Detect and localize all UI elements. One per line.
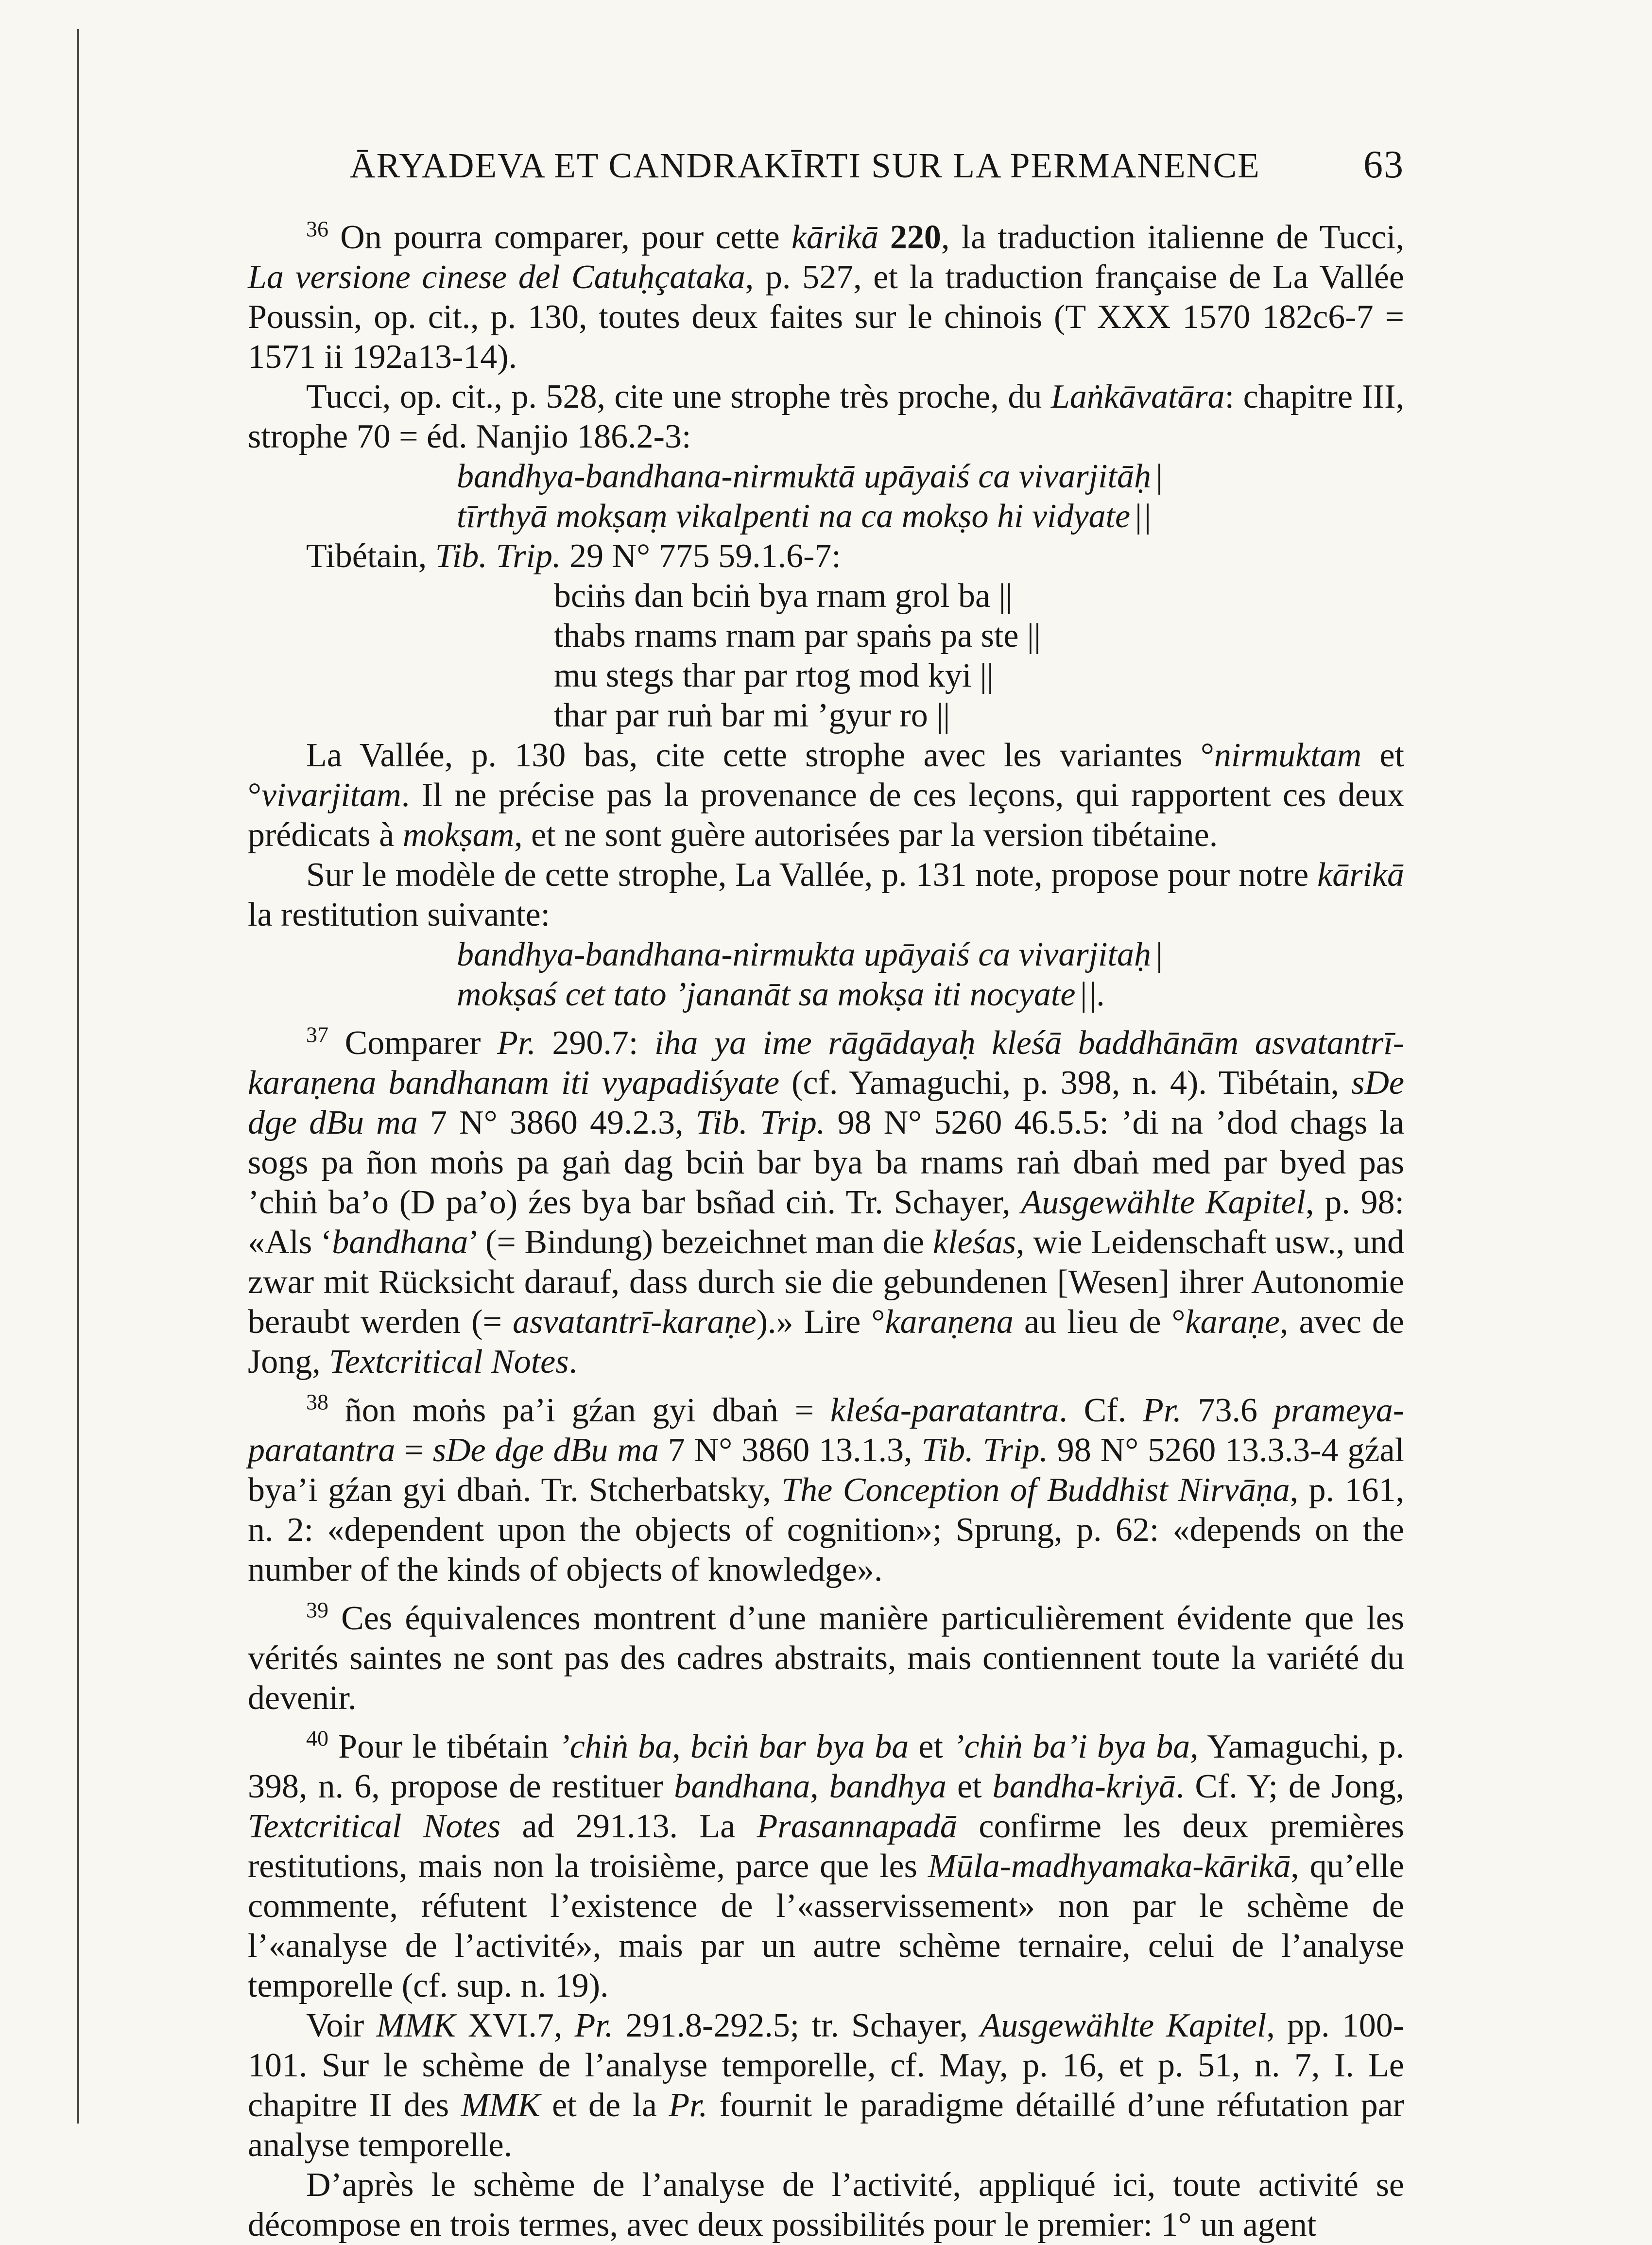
lavallee-variants-paragraph: La Vallée, p. 130 bas, cite cette strophe avec les variantes °nirmuktam et °vivarjitam. Il ne précise pas la provenance de ces leçons, qui rapportent ces deux prédicats à mokṣam, et ne sont guère autorisées par la version tibétaine. <box>248 737 1404 854</box>
lankavatara-verse-line-2: tīrthyā mokṣaṃ vikalpenti na ca mokṣo hi vidyate|| <box>457 498 1152 535</box>
page-binding-line <box>77 29 79 2124</box>
footnote-38: $^{38}$ ñon moṅs pa’i gźan gyi dbaṅ = kleśa-paratantra. Cf. Pr. 73.6 prameya-paratantra = sDe dge dBu ma 7 N° 3860 13.1.3, Tib. Trip. 98 N° 5260 13.3.3-4 gźal bya’i gźan gyi dbaṅ. Tr. Stcherbatsky, The Conception of Buddhist Nirvāṇa, p. 161, n. 2: «dependent upon the objects of cognition»; Sprung, p. 62: «depends on the number of the kinds of objects of knowledge». <box>248 1389 1405 1589</box>
footnote-39: $^{39}$ Ces équivalences montrent d’une manière particulièrement évidente que les vérités saintes ne sont pas des cadres abstraits, mais contiennent toute la variété du devenir. <box>248 1597 1404 1717</box>
footnote-number: 40 <box>306 1726 328 1751</box>
lavallee-restitution-paragraph: Sur le modèle de cette strophe, La Vallée, p. 131 note, propose pour notre kārikā la restitution suivante: <box>248 856 1404 933</box>
restitution-verse-line-1: bandhya-bandhana-nirmukta upāyaiś ca vivarjitaḥ| <box>457 936 1164 973</box>
footnote-number: 39 <box>306 1597 328 1623</box>
document-page <box>248 0 1405 2244</box>
footnote-number: 37 <box>306 1022 328 1047</box>
footnotes-body <box>248 218 1404 2245</box>
tucci-paragraph: Tucci, op. cit., p. 528, cite une strophe très proche, du Laṅkāvatāra: chapitre III, strophe 70 = éd. Nanjio 186.2-3: <box>248 378 1404 455</box>
footnote-number: 38 <box>306 1389 328 1415</box>
footnote-number: 36 <box>306 216 328 242</box>
running-header <box>350 145 1404 186</box>
restitution-verse-line-2: mokṣaś cet tato ’jananāt sa mokṣa iti nocyate||. <box>457 976 1106 1013</box>
lankavatara-verse-line-1: bandhya-bandhana-nirmuktā upāyaiś ca vivarjitāḥ| <box>457 458 1164 495</box>
footnote-37: $^{37}$ Comparer Pr. 290.7: iha ya ime rāgādayaḥ kleśā baddhānām asvatantrī-karaṇena bandhanam iti vyapadiśyate (cf. Yamaguchi, p. 398, n. 4). Tibétain, sDe dge dBu ma 7 N° 3860 49.2.3, Tib. Trip. 98 N° 5260 46.5.5: ’di na ’dod chags la sogs pa ñon moṅs pa gaṅ dag bciṅ bar bya ba rnams raṅ dbaṅ med par byed pas ’chiṅ ba’o (D pa’o) źes bya bar bsñad ciṅ. Tr. Schayer, Ausgewählte Kapitel, p. 98: «Als ‘bandhana’ (= Bindung) bezeichnet man die kleśas, wie Leidenschaft usw., und zwar mit Rücksicht darauf, dass durch sie die gebundenen [Wesen] ihrer Autonomie beraubt werden (= asvatantrī-karaṇe).» Lire °karaṇena au lieu de °karaṇe, avec de Jong, Textcritical Notes. <box>248 1022 1405 1381</box>
footnote-40: $^{40}$ Pour le tibétain ’chiṅ ba, bciṅ bar bya ba et ’chiṅ ba’i bya ba, Yamaguchi, p. 398, n. 6, propose de restituer bandhana, bandhya et bandha-kriyā. Cf. Y; de Jong, Textcritical Notes ad 291.13. La Prasannapadā confirme les deux premières restitutions, mais non la troisième, parce que les Mūla-madhyamaka-kārikā, qu’elle commente, réfutent l’existence de l’«asservissement» non par le schème de l’«analyse de l’activité», mais par un autre schème ternaire, celui de l’analyse temporelle (cf. sup. n. 19). <box>248 1726 1405 2004</box>
page-number: 63 <box>1363 143 1404 186</box>
tibetan-verse-line: thabs rnams rnam par spaṅs pa ste || <box>554 617 1041 655</box>
running-title: ĀRYADEVA ET CANDRAKĪRTI SUR LA PERMANENCE <box>350 146 1260 185</box>
dapres-paragraph: D’après le schème de l’analyse de l’activité, appliqué ici, toute activité se décompose en trois termes, avec deux possibilités pour le premier: 1° un agent <box>248 2166 1404 2244</box>
tibetan-verse-line: mu stegs thar par rtog mod kyi || <box>554 657 994 694</box>
voir-paragraph: Voir MMK XVI.7, Pr. 291.8-292.5; tr. Schayer, Ausgewählte Kapitel, pp. 100-101. Sur le schème de l’analyse temporelle, cf. May, p. 16, et p. 51, n. 7, I. Le chapitre II des MMK et de la Pr. fournit le paradigme détaillé d’une réfutation par analyse temporelle. <box>248 2007 1405 2164</box>
footnote-36: $^{36}$ On pourra comparer, pour cette kārikā 220, la traduction italienne de Tucci, La versione cinese del Catuḥçataka, p. 527, et la traduction française de La Vallée Poussin, op. cit., p. 130, toutes deux faites sur le chinois (T XXX 1570 182c6-7 = 1571 ii 192a13-14). <box>248 216 1404 376</box>
tibetan-source-label: Tibétain, Tib. Trip. 29 N° 775 59.1.6-7: <box>306 537 841 575</box>
tibetan-verse-line: thar par ruṅ bar mi ’gyur ro || <box>554 697 950 734</box>
tibetan-verse-line: bciṅs dan bciṅ bya rnam grol ba || <box>554 577 1013 615</box>
